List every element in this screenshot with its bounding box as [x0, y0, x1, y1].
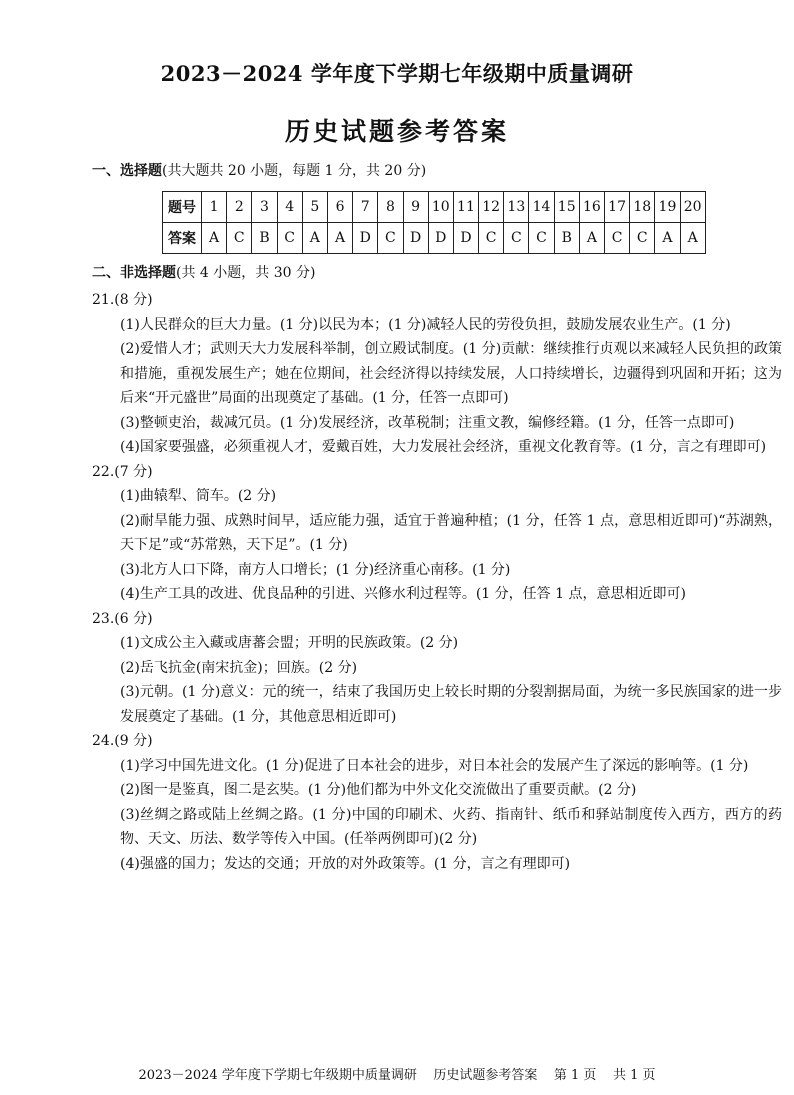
answer-part: (4)国家要强盛，必须重视人才，爱戴百姓，大力发展社会经济，重视文化教育等。(1 分，言之有理即可): [120, 439, 767, 455]
answer-part: (3)整顿吏治，裁减冗员。(1 分)发展经济，改革税制；注重文教，编修经籍。(1 分，任答一点即可): [120, 414, 735, 431]
question-number-cell: 1: [202, 192, 227, 223]
answer-part: (2)图一是鉴真，图二是玄奘。(1 分)他们都为中外文化交流做出了重要贡献。(2 分): [120, 782, 637, 798]
answer-part: (3)元朝。(1 分)意义：元的统一，结束了我国历史上较长时期的分裂割据局面，为统一多民族国家的进一步发展奠定了基础。(1 分，其他意思相近即可): [120, 684, 782, 725]
section-essay-label: 二、非选择题: [92, 265, 176, 281]
answer-cell: C: [479, 223, 504, 254]
question-number-cell: 8: [378, 192, 403, 223]
question-number-cell: 20: [680, 192, 705, 223]
section-essay-note: (共 4 小题，共 30 分): [176, 265, 316, 281]
question-number-cell: 3: [252, 192, 277, 223]
document-title: 2023－2024 学年度下学期七年级期中质量调研: [160, 61, 634, 86]
question-number-cell: 2: [227, 192, 252, 223]
answer-cell: A: [202, 223, 227, 254]
answer-table: [162, 191, 706, 254]
question-number-cell: 6: [327, 192, 352, 223]
section-choice-label: 一、选择题: [92, 163, 162, 179]
question-number-cell: 18: [630, 192, 655, 223]
question-heading: 21.(8 分): [92, 292, 153, 308]
section-choice-heading: [92, 160, 426, 180]
answer-cell: A: [680, 223, 705, 254]
answer-part: (1)人民群众的巨大力量。(1 分)以民为本；(1 分)减轻人民的劳役负担，鼓励发展农业生产。(1 分): [120, 316, 731, 333]
answer-part: (2)岳飞抗金(南宋抗金)；回族。(2 分): [120, 659, 358, 676]
answer-cell: C: [227, 223, 252, 254]
answer-cell: C: [529, 223, 554, 254]
question-heading: 22.(7 分): [92, 463, 153, 480]
question-number-cell: 7: [353, 192, 378, 223]
section-essay-heading: [92, 262, 315, 282]
answer-cell: D: [453, 223, 478, 254]
answer-part: (1)曲辕犁、筒车。(2 分): [120, 488, 277, 504]
answer-part: (4)强盛的国力；发达的交通；开放的对外政策等。(1 分，言之有理即可): [120, 855, 571, 872]
question-number-cell: 9: [403, 192, 428, 223]
answer-cell: A: [655, 223, 680, 254]
answer-cell: A: [302, 223, 327, 254]
question-number-cell: 5: [302, 192, 327, 223]
answer-cell: B: [554, 223, 579, 254]
section-choice-note: (共大题共 20 小题，每题 1 分，共 20 分): [162, 163, 427, 179]
answer-table-number-label: 题号: [163, 192, 202, 223]
answer-content: [92, 288, 782, 876]
answer-cell: A: [327, 223, 352, 254]
question-number-cell: 4: [277, 192, 302, 223]
answer-cell: A: [579, 223, 604, 254]
question-number-cell: 19: [655, 192, 680, 223]
question-heading: 23.(6 分): [92, 610, 153, 627]
question-heading: 24.(9 分): [92, 733, 153, 749]
answer-part: (2)耐旱能力强、成熟时间早，适应能力强，适宜于普遍种植；(1 分，任答 1 点，意思相近即可)“苏湖熟，天下足”或“苏常熟，天下足”。(1 分): [120, 512, 782, 553]
answer-cell: B: [252, 223, 277, 254]
page-footer: 2023－2024 学年度下学期七年级期中质量调研 历史试题参考答案 第 1 页 共 1 页: [138, 1068, 656, 1083]
question-number-cell: 10: [428, 192, 453, 223]
answer-cell: C: [277, 223, 302, 254]
answer-table-answer-row: [163, 223, 706, 254]
answer-part: (1)学习中国先进文化。(1 分)促进了日本社会的进步，对日本社会的发展产生了深远的影响等。(1 分): [120, 757, 749, 774]
question-number-cell: 12: [479, 192, 504, 223]
answer-cell: C: [605, 223, 630, 254]
question-number-cell: 14: [529, 192, 554, 223]
document-subtitle: 历史试题参考答案: [284, 117, 509, 146]
question-number-cell: 16: [579, 192, 604, 223]
question-number-cell: 13: [504, 192, 529, 223]
question-number-cell: 15: [554, 192, 579, 223]
answer-part: (2)爱惜人才；武则天大力发展科举制，创立殿试制度。(1 分)贡献：继续推行贞观以来减轻人民负担的政策和措施，重视发展生产；她在位期间，社会经济得以持续发展，人口持续增长，边疆得到巩固和开拓；这为后来“开元盛世”局面的出现奠定了基础。(1 分，任答一点即可): [120, 341, 782, 406]
answer-table-answer-label: 答案: [163, 223, 202, 254]
question-number-cell: 17: [605, 192, 630, 223]
answer-cell: D: [403, 223, 428, 254]
answer-cell: C: [630, 223, 655, 254]
answer-cell: C: [504, 223, 529, 254]
answer-part: (3)北方人口下降，南方人口增长；(1 分)经济重心南移。(1 分): [120, 561, 511, 578]
answer-cell: D: [428, 223, 453, 254]
answer-part: (3)丝绸之路或陆上丝绸之路。(1 分)中国的印刷术、火药、指南针、纸币和驿站制度传入西方，西方的药物、天文、历法、数学等传入中国。(任举两例即可)(2 分): [120, 806, 782, 847]
question-number-cell: 11: [453, 192, 478, 223]
answer-part: (1)文成公主入藏或唐蕃会盟；开明的民族政策。(2 分): [120, 635, 459, 651]
answer-cell: D: [353, 223, 378, 254]
answer-cell: C: [378, 223, 403, 254]
answer-part: (4)生产工具的改进、优良品种的引进、兴修水利过程等。(1 分，任答 1 点，意思相近即可): [120, 586, 686, 602]
answer-table-number-row: [163, 192, 706, 223]
